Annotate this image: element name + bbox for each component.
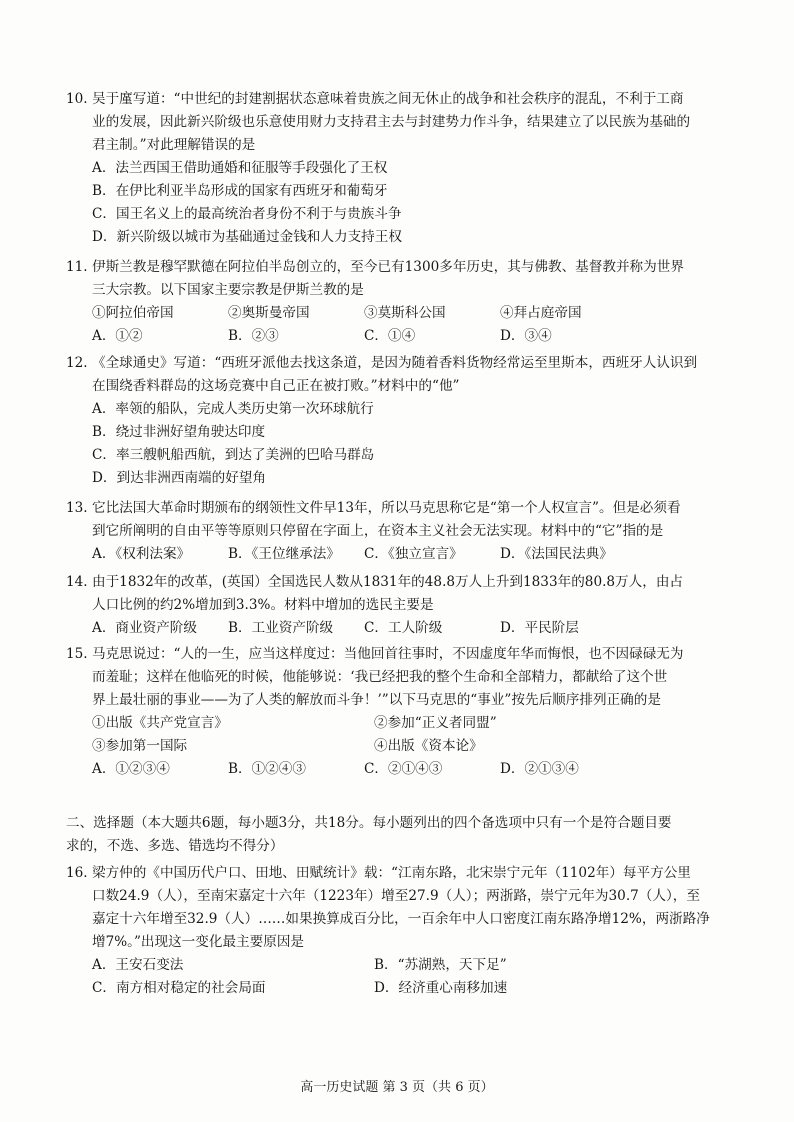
option-a: A．商业资产阶级	[92, 620, 197, 636]
question-15	[66, 643, 706, 781]
question-number: 11.	[66, 259, 88, 275]
question-16	[66, 862, 710, 1000]
question-number: 14.	[66, 574, 88, 590]
option-a: A．①②③④	[92, 761, 170, 777]
option-b: B．工业资产阶级	[228, 620, 334, 636]
question-12	[66, 352, 706, 490]
option-d: D．③④	[500, 328, 552, 344]
question-stem	[92, 256, 706, 302]
stem-line: 而羞耻；这样在他临死的时候，他能够说：‘我已经把我的整个生命和全部精力，都献给了这个世	[92, 669, 668, 685]
stem-line: 三大宗教。以下国家主要宗教是伊斯兰教的是	[92, 282, 364, 298]
stem-line: 伊斯兰教是穆罕默德在阿拉伯半岛创立的，至今已有1300多年历史，其与佛教、基督教并称为世界	[92, 259, 684, 275]
options	[92, 954, 706, 1000]
option-a: A．王安石变法	[92, 957, 184, 973]
section-line: 二、选择题（本大题共6题，每小题3分，共18分。每小题列出的四个备选项中只有一个是符合题目要	[66, 815, 672, 831]
option-d: D．平民阶层	[500, 620, 579, 636]
stem-line: 人口比例的约2%增加到3.3%。材料中增加的选民主要是	[92, 597, 434, 613]
option-c: C．《独立宣言》	[364, 546, 463, 562]
question-stem	[92, 862, 710, 954]
items	[92, 712, 706, 758]
stem-line: 由于1832年的改革，(英国）全国选民人数从1831年的48.8万人上升到1833年的80.8万人，由占	[92, 574, 684, 590]
items	[92, 302, 706, 348]
stem-line: 到它所阐明的自由平等等原则只停留在字面上，在资本主义社会无法实现。材料中的“它”指的是	[92, 523, 664, 539]
options	[92, 398, 706, 490]
stem-line: 马克思说过：“人的一生，应当这样度过：当他回首往事时，不因虚度年华而悔恨，也不因碌碌无为	[92, 646, 684, 662]
item: ②参加“正义者同盟”	[374, 715, 497, 731]
question-13	[66, 497, 706, 566]
question-number: 13.	[66, 500, 88, 516]
item: ③参加第一国际	[92, 738, 188, 754]
question-11	[66, 256, 706, 348]
item: ④出版《资本论》	[374, 738, 483, 754]
item: ②奥斯曼帝国	[228, 305, 310, 321]
stem-line: 梁方仲的《中国历代户口、田地、田赋统计》载：“江南东路，北宋崇宁元年（1102年）每平方公里	[92, 865, 691, 881]
item: ④拜占庭帝国	[500, 305, 582, 321]
question-number: 12.	[66, 355, 88, 371]
option-c: C．南方相对稳定的社会局面	[92, 980, 266, 996]
stem-line: 增7%。”出现这一变化最主要原因是	[92, 934, 305, 950]
stem-line: 界上最壮丽的事业——为了人类的解放而斗争！’”以下马克思的“事业”按先后顺序排列正确的是	[92, 692, 661, 708]
option-a: A．《权利法案》	[92, 546, 191, 562]
section-line: 求的，不选、多选、错选均不得分）	[66, 838, 284, 854]
question-stem	[92, 497, 706, 543]
stem-line: 在围绕香料群岛的这场竞赛中自己正在被打败。”材料中的“他”	[92, 378, 460, 394]
options	[92, 617, 706, 640]
item: ①出版《共产党宣言》	[92, 715, 228, 731]
question-number: 10.	[66, 91, 88, 107]
option-d: D．新兴阶级以城市为基础通过金钱和人力支持王权	[92, 229, 402, 245]
item: ①阿拉伯帝国	[92, 305, 174, 321]
question-stem	[92, 643, 706, 712]
option-d: D．到达非洲西南端的好望角	[92, 470, 267, 486]
option-a: A．法兰西国王借助通婚和征服等手段强化了王权	[92, 160, 388, 176]
option-d: D．②①③④	[500, 761, 579, 777]
option-d: D．经济重心南移加速	[374, 980, 508, 996]
option-b: B．②③	[228, 328, 279, 344]
question-number: 15.	[66, 646, 88, 662]
section-heading	[66, 812, 706, 858]
option-c: C．②①④③	[364, 761, 443, 777]
options	[92, 543, 706, 566]
options	[92, 157, 706, 249]
stem-line: 业的发展，因此新兴阶级也乐意使用财力支持君主去与封建势力作斗争，结果建立了以民族为基础的	[92, 114, 691, 130]
question-stem	[92, 88, 706, 157]
option-a: A．①②	[92, 328, 143, 344]
question-14	[66, 571, 706, 640]
item: ③莫斯科公国	[364, 305, 446, 321]
page-footer: 高一历史试题 第 3 页（共 6 页）	[300, 1080, 494, 1095]
stem-line: 君主制。”对此理解错误的是	[92, 137, 256, 153]
stem-line: 嘉定十六年增至32.9（人）……如果换算成百分比，一百余年中人口密度江南东路净增12%，两浙路净	[92, 911, 710, 927]
option-b: B．在伊比利亚半岛形成的国家有西班牙和葡萄牙	[92, 183, 388, 199]
stem-line: 它比法国大革命时期颁布的纲领性文件早13年，所以马克思称它是“第一个人权宣言”。但是必须看	[92, 500, 681, 516]
question-number: 16.	[66, 865, 88, 881]
option-c: C．率三艘帆船西航，到达了美洲的巴哈马群岛	[92, 447, 375, 463]
options	[92, 758, 706, 781]
stem-line: 吴于廑写道：“中世纪的封建割据状态意味着贵族之间无休止的战争和社会秩序的混乱，不利于工商	[92, 91, 684, 107]
question-10	[66, 88, 706, 249]
option-b: B．“苏湖熟，天下足”	[374, 957, 507, 973]
stem-line: 口数24.9（人），至南宋嘉定十六年（1223年）增至27.9（人）；两浙路，崇宁元年为30.7（人），至	[92, 888, 700, 904]
option-c: C．国王名义上的最高统治者身份不利于与贵族斗争	[92, 206, 402, 222]
option-b: B．①②④③	[228, 761, 306, 777]
option-a: A．率领的船队，完成人类历史第一次环球航行	[92, 401, 374, 417]
question-stem	[92, 352, 706, 398]
stem-line: 《全球通史》写道：“西班牙派他去找这条道，是因为随着香料货物经常运至里斯本，西班牙人认识到	[92, 355, 698, 371]
option-c: C．工人阶级	[364, 620, 443, 636]
question-stem	[92, 571, 706, 617]
option-b: B．《王位继承法》	[228, 546, 340, 562]
option-b: B．绕过非洲好望角驶达印度	[92, 424, 266, 440]
option-c: C．①④	[364, 328, 416, 344]
option-d: D．《法国民法典》	[500, 546, 613, 562]
